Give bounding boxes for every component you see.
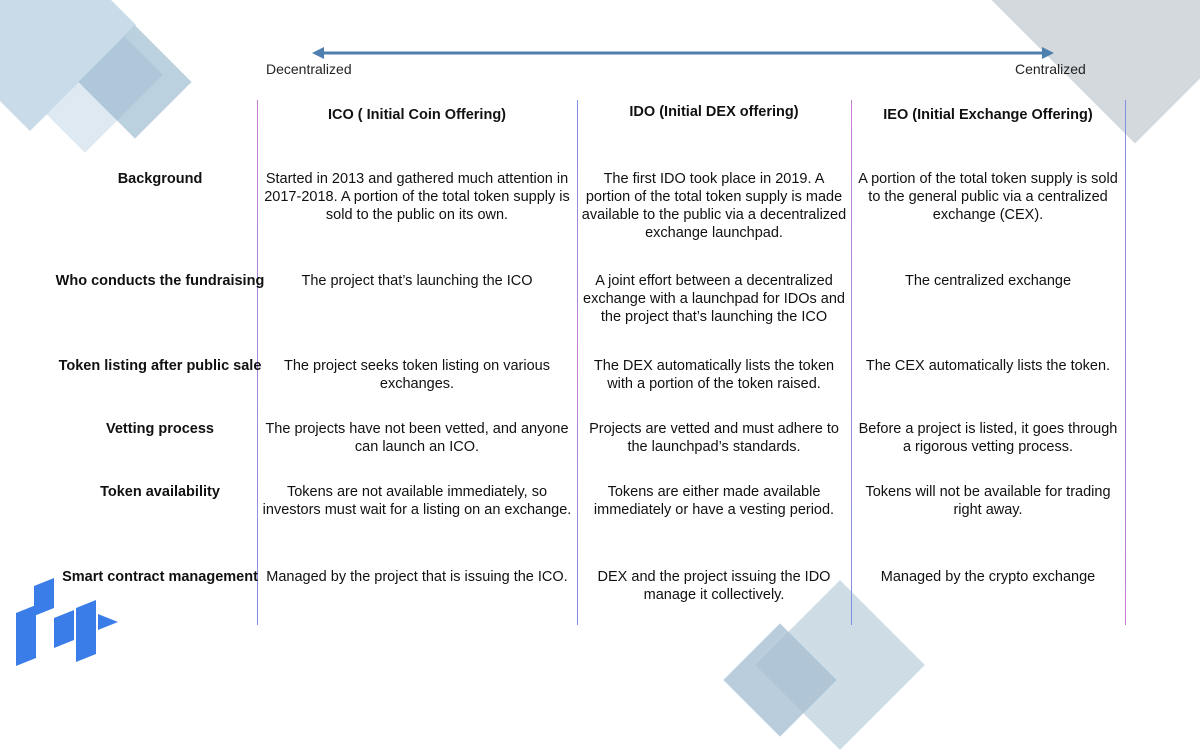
table-cell: DEX and the project issuing the IDO manage it collectively. (597, 569, 831, 603)
table-cell: A joint effort between a decentralized exchange with a launchpad for IDOs and the project that’s launching the ICO (583, 273, 845, 325)
row-label-vetting: Vetting process (106, 421, 214, 437)
brand-logo-icon (14, 578, 120, 668)
row-label-who-conducts: Who conducts the fundraising (55, 273, 265, 289)
table-cell: Started in 2013 and gathered much attention in 2017-2018. A portion of the total token supply is sold to the public on its own. (264, 171, 570, 223)
row-label-background: Background (117, 171, 203, 187)
table-cell: The project that’s launching the ICO (301, 273, 533, 289)
table-cell: Before a project is listed, it goes through a rigorous vetting process. (858, 421, 1118, 455)
table-cell: The first IDO took place in 2019. A portion of the total token supply is made available to the public via a decentralized exchange launchpad. (581, 171, 847, 241)
axis-label-centralized: Centralized (1015, 61, 1086, 77)
row-label-smart-contract: Smart contract management (62, 569, 258, 585)
column-header-ieo: IEO (Initial Exchange Offering) (883, 107, 1093, 123)
column-divider (577, 100, 578, 625)
axis-label-decentralized: Decentralized (266, 61, 352, 77)
table-cell: Managed by the crypto exchange (880, 569, 1096, 585)
table-cell: Managed by the project that is issuing the ICO. (266, 569, 568, 585)
column-header-ido: IDO (Initial DEX offering) (629, 104, 799, 120)
table-cell: The project seeks token listing on various exchanges. (284, 358, 550, 392)
table-cell: The CEX automatically lists the token. (865, 358, 1111, 374)
table-cell: Tokens will not be available for trading right away. (865, 484, 1111, 518)
table-cell: The centralized exchange (904, 273, 1072, 289)
row-label-token-availability: Token availability (100, 484, 220, 500)
table-cell: The projects have not been vetted, and anyone can launch an ICO. (265, 421, 569, 455)
table-cell: The DEX automatically lists the token with a portion of the token raised. (593, 358, 835, 392)
column-header-ico: ICO ( Initial Coin Offering) (327, 107, 506, 123)
column-divider (1125, 100, 1126, 625)
spectrum-arrow (0, 0, 1200, 60)
column-divider (851, 100, 852, 625)
row-label-token-listing: Token listing after public sale (58, 358, 262, 374)
table-cell: Projects are vetted and must adhere to the launchpad’s standards. (589, 421, 839, 455)
table-cell: Tokens are not available immediately, so investors must wait for a listing on an exchange. (262, 484, 572, 518)
table-cell: A portion of the total token supply is sold to the general public via a centralized exchange (CEX). (858, 171, 1118, 223)
table-cell: Tokens are either made available immediately or have a vesting period. (593, 484, 835, 518)
